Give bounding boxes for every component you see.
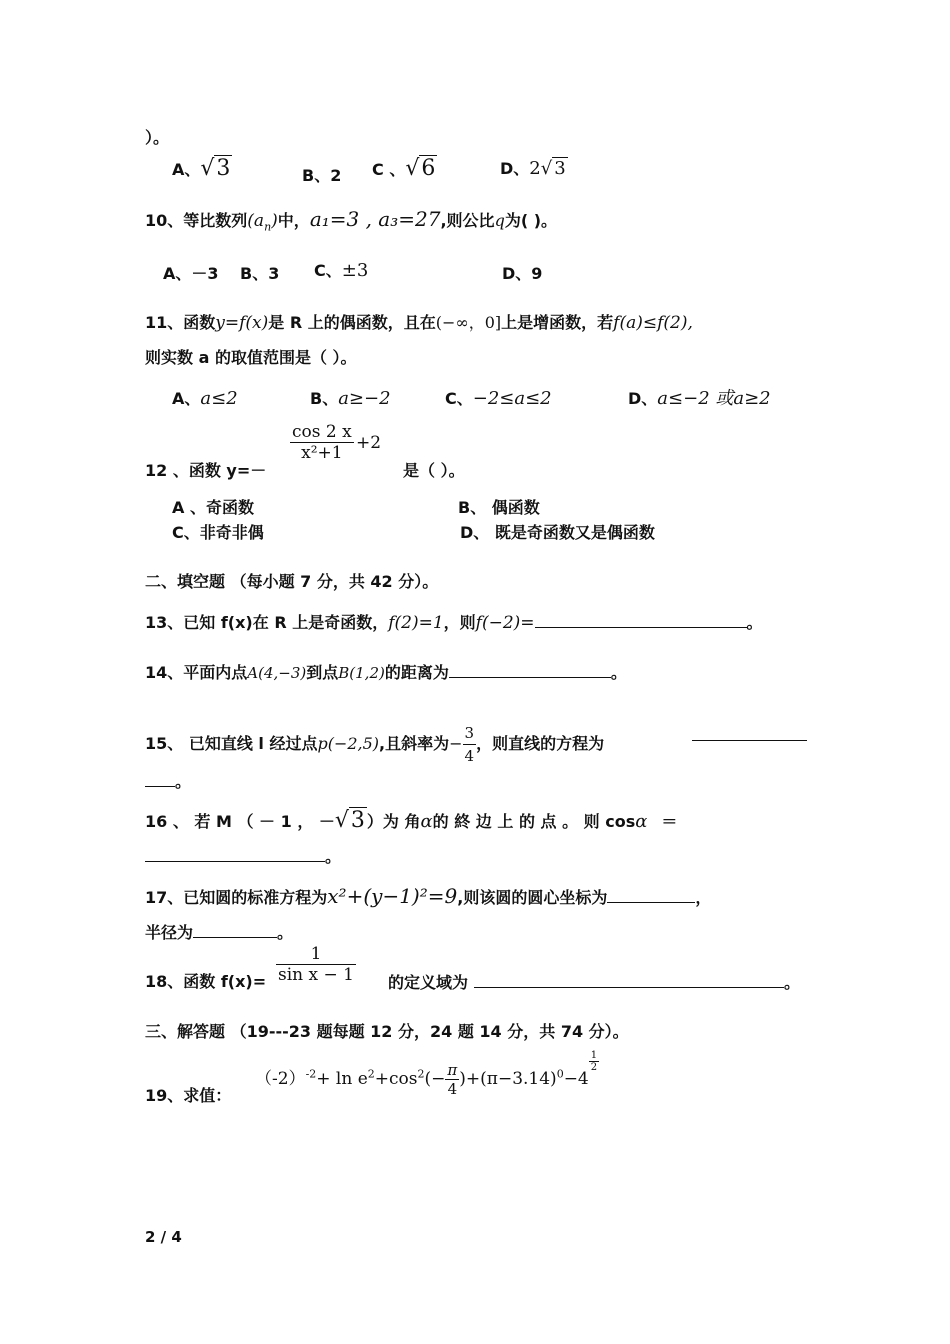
- sqrt-3: √3: [334, 808, 365, 833]
- answer-blank[interactable]: [449, 661, 611, 678]
- q9-option-a-label: A、: [172, 160, 201, 179]
- q12-option-b: B、 偶函数: [458, 498, 540, 517]
- q9-option-c: C 、√6: [372, 156, 436, 181]
- q11-option-b: B、a≥−2: [310, 388, 391, 409]
- section-2-heading: 二、填空题 （每小题 7 分，共 42 分）。: [145, 572, 439, 591]
- sqrt-6: √6: [405, 156, 436, 181]
- question-15-continuation: 。: [145, 770, 191, 793]
- slope-fraction: $\frac{3}{4}$: [464, 724, 475, 765]
- question-11-line-1: 11、函数y=f(x)是 R 上的偶函数，且在(−∞，0]上是增函数，若f(a)≤f(2),: [145, 313, 693, 333]
- q11-option-c: C、−2≤a≤2: [445, 388, 552, 409]
- answer-blank[interactable]: [193, 921, 277, 938]
- q9-tail: ）。: [145, 128, 170, 147]
- sqrt-3: √3: [200, 156, 231, 181]
- q10-option-c: C、±3: [314, 260, 369, 281]
- question-17: 17、已知圆的标准方程为x²+(y−1)²=9,则该圆的圆心坐标为 ，: [145, 884, 712, 908]
- question-16: 16 、 若 M （ － 1 ， －√3 ）为 角α的 終 边 上 的 点 。 则 cosα ＝: [145, 808, 678, 833]
- question-18: 18、函数 f(x)=: [145, 972, 267, 991]
- q12-end: 是（ ）。: [403, 461, 465, 480]
- sequence-an: $(a_n)$: [247, 211, 278, 234]
- q12-option-c: C、非奇非偶: [172, 523, 264, 542]
- q10-option-d: D、9: [502, 264, 543, 283]
- q12-option-d: D、 既是奇函数又是偶函数: [460, 523, 655, 542]
- q11-option-d: D、a≤−2 或a≥2: [628, 388, 771, 409]
- q9-option-d: D、2√ 3: [500, 158, 566, 179]
- answer-blank[interactable]: [145, 770, 175, 787]
- pi-over-4: $\frac{\pi}{4}$: [447, 1061, 458, 1098]
- question-19-label: 19、求值：: [145, 1086, 232, 1105]
- q10-option-a: A、－3: [163, 264, 219, 283]
- question-14: 14、平面内点A(4,−3)到点B(1,2)的距离为 。: [145, 663, 627, 682]
- q12-option-a: A 、奇函数: [172, 498, 254, 517]
- question-11-line-2: 则实数 a 的取值范围是（ ）。: [145, 348, 357, 367]
- question-13: 13、已知 f(x)在 R 上是奇函数，f(2)=1，则f(−2)= 。: [145, 613, 763, 633]
- q18-fraction: $\frac{1}{\text{sin x − 1}}$: [278, 944, 354, 985]
- page-number: 2 / 4: [145, 1228, 182, 1246]
- q19-expression: $(-2)^{-2}+ \ln e^2+\cos^2(-$ $\frac{\pi}{4}$ )$+(\pi-3.14)^0-4$ $^{\frac{1}{2}}$: [255, 1050, 598, 1098]
- q12-fraction: $\frac{\cos 2 x}{\text{x²+1}}$: [292, 422, 352, 463]
- answer-blank[interactable]: [607, 886, 695, 903]
- answer-blank[interactable]: [535, 611, 747, 628]
- question-15: 15、 已知直线 l 经过点p(−2,5),且斜率为− $\frac{3}{4}$ ，则直线的方程为: [145, 724, 605, 765]
- answer-blank[interactable]: [692, 740, 807, 741]
- q9-option-b: B、2: [302, 166, 342, 185]
- q11-option-a: A、a≤2: [172, 388, 238, 409]
- question-12: 12 、函数 y=－: [145, 461, 267, 480]
- question-17-line-2: 半径为 。: [145, 923, 294, 942]
- question-10: 10、等比数列$(a_n)$中，a₁=3 , a₃=27,则公比q为( )。: [145, 207, 558, 234]
- question-16-line-2: 。: [145, 845, 341, 868]
- question-18-tail: 的定义域为 。: [388, 973, 801, 992]
- q12-plus-two: +2: [356, 433, 382, 453]
- answer-blank[interactable]: [474, 971, 784, 988]
- q9-option-a: [172, 158, 232, 181]
- exponent-half: 1 2: [590, 1050, 598, 1073]
- sqrt-3-d: √ 3: [540, 158, 566, 179]
- answer-blank[interactable]: [145, 845, 325, 862]
- section-3-heading: 三、解答题 （19---23 题每题 12 分，24 题 14 分，共 74 分）。: [145, 1022, 629, 1041]
- q10-option-b: B、3: [240, 264, 280, 283]
